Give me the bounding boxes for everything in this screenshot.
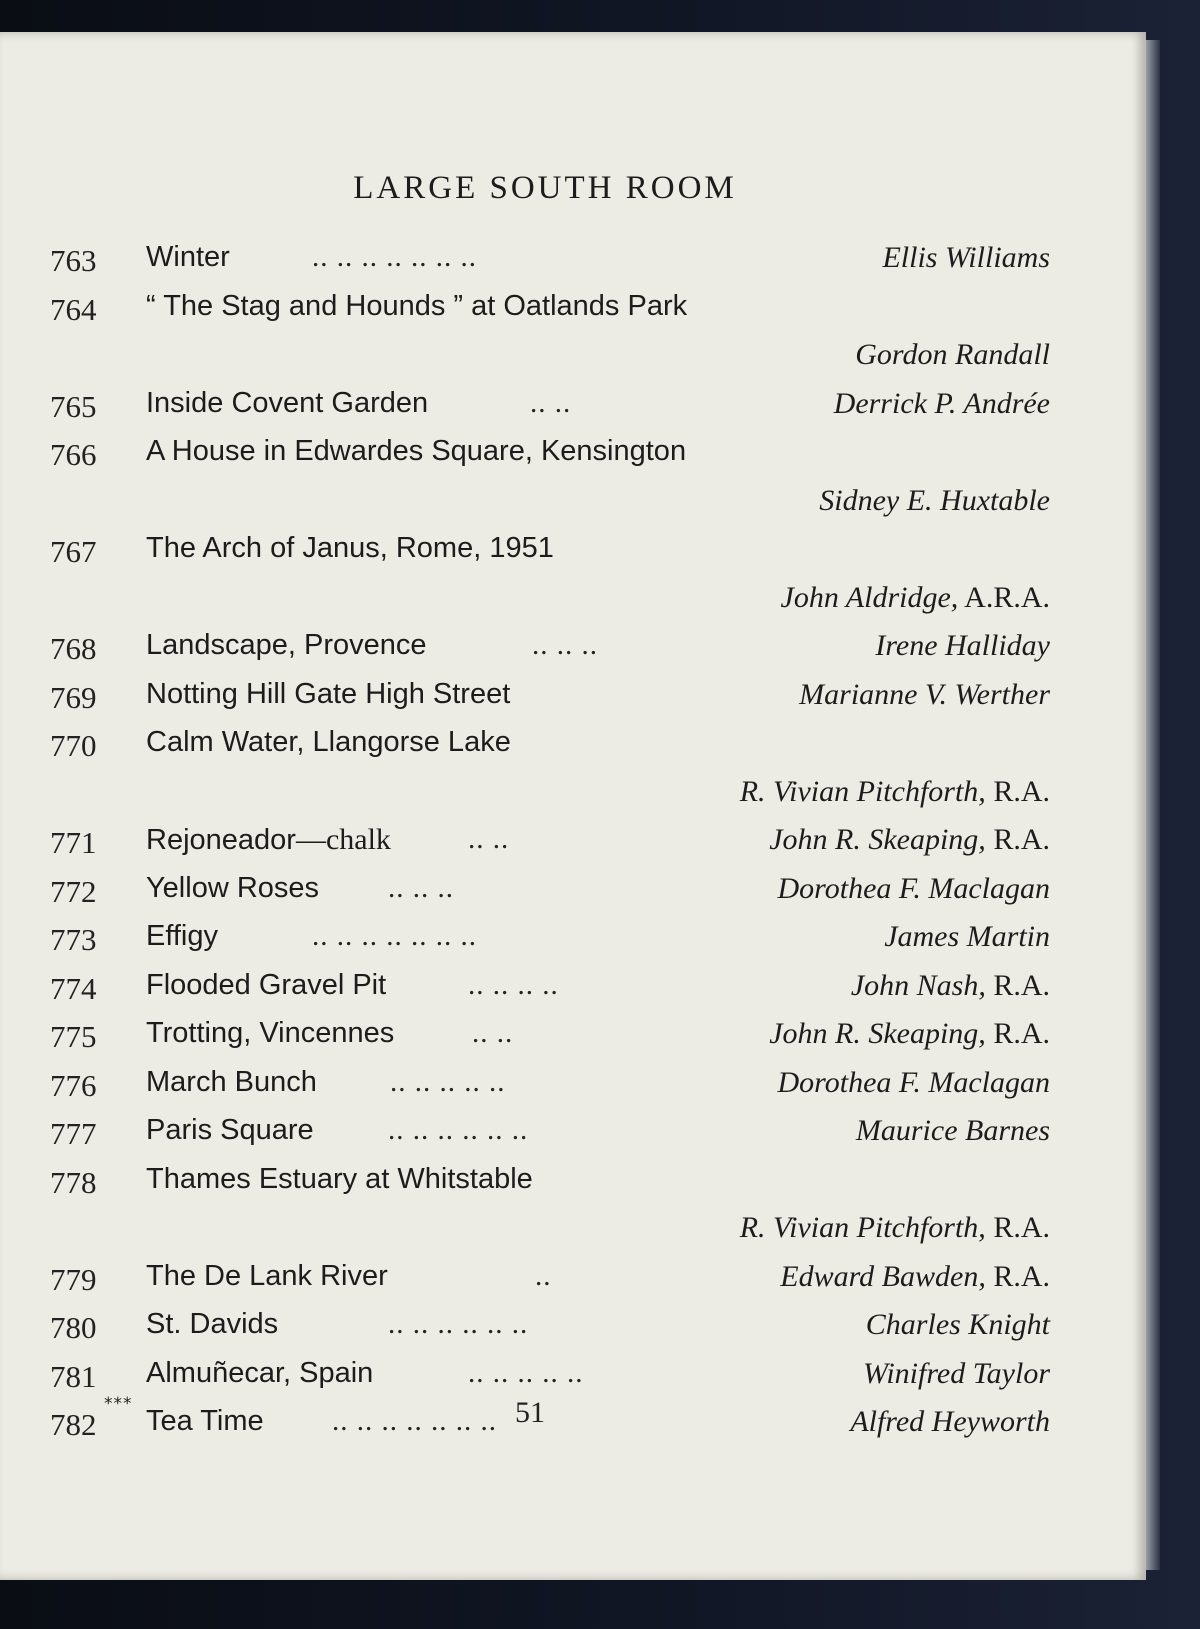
artist-name: Irene Halliday (875, 629, 1050, 662)
entry-title-text: Landscape, Provence (146, 629, 427, 661)
entry-artist (799, 678, 1050, 712)
entry-title-text: St. Davids (146, 1308, 279, 1340)
entry-number: 765 (50, 388, 97, 424)
entry-title (146, 1308, 278, 1341)
entry-title-text: Thames Estuary at Whitstable (146, 1162, 533, 1195)
entry-number: 780 (50, 1310, 97, 1345)
entry-line (50, 1110, 1050, 1159)
entry-title (146, 823, 391, 857)
catalogue-entry (50, 674, 1050, 723)
entry-title (146, 969, 386, 1002)
entry-number: 766 (50, 437, 97, 472)
artist-honours: A.R.A. (964, 580, 1050, 614)
catalogue-page (0, 32, 1146, 1580)
artist-name: John R. Skeaping, (769, 1017, 986, 1050)
entry-title-text: Tea Time (146, 1405, 264, 1437)
entry-line (50, 1401, 1050, 1450)
entry-title (146, 1357, 373, 1390)
entry-number: 768 (50, 631, 97, 666)
entry-line (50, 722, 1050, 771)
entry-line (50, 1304, 1050, 1353)
dot-leader: .. .. .. (532, 629, 598, 661)
entry-number: 774 (50, 970, 97, 1006)
entry-line (50, 868, 1050, 917)
entry-title (146, 1163, 533, 1196)
artist-name: Winifred Taylor (863, 1356, 1050, 1390)
entry-title-text: Yellow Roses (146, 871, 320, 904)
dot-leader: .. (535, 1259, 552, 1292)
artist-name: John Nash, (850, 968, 986, 1002)
catalogue-entry (50, 1159, 1050, 1256)
catalogue-entry (50, 383, 1050, 432)
entry-title-text: March Bunch (146, 1065, 317, 1098)
artist-honours: R.A. (993, 774, 1050, 808)
dot-leader: .. .. .. (388, 871, 454, 904)
page-number: 51 (515, 1396, 545, 1429)
entry-title (146, 1114, 314, 1147)
entry-line (50, 431, 1050, 480)
artist-honours: R.A. (993, 1259, 1050, 1293)
entry-number: 779 (50, 1261, 97, 1297)
entry-title (146, 920, 218, 953)
catalogue-entry (50, 528, 1050, 625)
entry-line (50, 528, 1050, 577)
entry-artist (778, 872, 1050, 906)
entry-line-continued (50, 771, 1050, 820)
entry-number: 771 (50, 825, 97, 860)
entry-title-text: Trotting, Vincennes (146, 1017, 395, 1049)
artist-name: R. Vivian Pitchforth, (739, 774, 986, 808)
entry-title-text: “ The Stag and Hounds ” at Oatlands Park (146, 289, 688, 322)
entry-artist (863, 1357, 1050, 1391)
entry-title (146, 290, 687, 323)
artist-name: Maurice Barnes (855, 1114, 1050, 1147)
entry-artist (884, 920, 1050, 954)
entry-line (50, 1013, 1050, 1062)
entry-number: 776 (50, 1067, 97, 1103)
entry-title-text: Rejoneador (146, 824, 296, 856)
artist-name: John R. Skeaping, (769, 823, 986, 856)
entry-title (146, 435, 686, 468)
entry-line-continued (50, 577, 1050, 626)
entry-title-text: Flooded Gravel Pit (146, 968, 387, 1001)
entry-title-text: The Arch of Janus, Rome, 1951 (146, 532, 554, 564)
entry-line (50, 1256, 1050, 1305)
entry-artist (740, 1211, 1050, 1245)
artist-name: John Aldridge, (780, 580, 959, 614)
artist-name: R. Vivian Pitchforth, (739, 1211, 986, 1244)
entry-line (50, 819, 1050, 868)
catalogue-entry (50, 237, 1050, 286)
entry-title-text: The De Lank River (146, 1259, 388, 1292)
entry-line (50, 625, 1050, 674)
entry-line-continued (50, 480, 1050, 529)
entry-number: 770 (50, 728, 97, 763)
catalogue-entry (50, 1401, 1050, 1450)
catalogue-entry (50, 1304, 1050, 1353)
catalogue-entry (50, 965, 1050, 1014)
entry-title-text: Almuñecar, Spain (146, 1356, 374, 1389)
artist-name: Alfred Heyworth (850, 1405, 1050, 1438)
catalogue-entry (50, 1062, 1050, 1111)
catalogue-entry (50, 625, 1050, 674)
entry-line (50, 916, 1050, 965)
entry-title (146, 678, 510, 711)
entry-artist (875, 629, 1050, 663)
entry-artist (769, 1017, 1050, 1051)
catalogue-entry (50, 916, 1050, 965)
catalogue-entry (50, 819, 1050, 868)
entry-title (146, 1066, 317, 1099)
entry-title (146, 532, 554, 565)
entry-artist (882, 241, 1050, 275)
printer-mark-stars: *** (104, 1394, 133, 1414)
entry-artist (834, 387, 1050, 421)
entry-number: 769 (50, 679, 97, 715)
artist-name: Charles Knight (865, 1308, 1050, 1341)
artist-honours: R.A. (993, 1211, 1050, 1244)
entry-artist (778, 1066, 1050, 1100)
entry-line (50, 383, 1050, 432)
entry-title-text: A House in Edwardes Square, Kensington (146, 435, 687, 467)
dot-leader: .. .. .. .. .. .. .. (312, 241, 477, 273)
entry-line (50, 1353, 1050, 1402)
entry-title-text: Notting Hill Gate High Street (146, 677, 511, 710)
artist-honours: R.A. (993, 968, 1050, 1002)
entry-line (50, 965, 1050, 1014)
room-heading: LARGE SOUTH ROOM (353, 170, 737, 206)
entry-artist (851, 969, 1050, 1003)
entry-title (146, 241, 230, 274)
artist-honours: R.A. (993, 823, 1050, 856)
entry-title (146, 387, 428, 420)
artist-name: Dorothea F. Maclagan (777, 871, 1050, 905)
entry-title (146, 726, 511, 759)
dot-leader: .. .. .. .. .. .. (388, 1308, 529, 1340)
dot-leader: .. .. (468, 823, 510, 855)
entry-number: 781 (50, 1358, 97, 1394)
dot-leader: .. .. .. .. .. .. .. (312, 920, 477, 952)
entry-title (146, 1405, 264, 1438)
entry-artist (819, 484, 1050, 518)
artist-name: James Martin (884, 920, 1050, 953)
entry-title-text: Inside Covent Garden (146, 386, 429, 419)
dot-leader: .. .. .. .. .. .. (388, 1114, 529, 1146)
entry-title (146, 629, 427, 662)
entry-artist (781, 581, 1050, 615)
entry-artist (780, 1260, 1050, 1294)
artist-name: Dorothea F. Maclagan (777, 1065, 1050, 1099)
entry-line-continued (50, 334, 1050, 383)
dot-leader: .. .. .. .. .. .. .. (332, 1405, 497, 1437)
catalogue-entry (50, 286, 1050, 383)
entry-artist (855, 338, 1050, 372)
artist-name: Marianne V. Werther (799, 677, 1050, 711)
entry-title-text: Paris Square (146, 1114, 314, 1146)
entry-line (50, 1159, 1050, 1208)
entry-number: 782 (50, 1407, 97, 1442)
catalogue-entry (50, 868, 1050, 917)
artist-name: Sidney E. Huxtable (819, 483, 1050, 517)
entry-title-text: Effigy (146, 920, 219, 952)
catalogue-entry (50, 1256, 1050, 1305)
artist-honours: R.A. (993, 1017, 1050, 1050)
dot-leader: .. .. .. .. .. (468, 1356, 584, 1389)
entry-line (50, 674, 1050, 723)
entry-artist (769, 823, 1050, 857)
entry-line (50, 1062, 1050, 1111)
entry-number: 777 (50, 1116, 97, 1151)
catalogue-entry (50, 431, 1050, 528)
dot-leader: .. .. .. .. .. (390, 1065, 506, 1098)
entry-title (146, 1017, 394, 1050)
dot-leader: .. .. (530, 386, 572, 419)
entry-artist (850, 1405, 1050, 1439)
entry-medium: —chalk (295, 823, 391, 856)
entry-number: 773 (50, 922, 97, 957)
entry-number: 764 (50, 291, 97, 327)
catalogue-entry (50, 1110, 1050, 1159)
entry-number: 775 (50, 1019, 97, 1054)
entry-artist (740, 775, 1050, 809)
entry-title-text: Calm Water, Llangorse Lake (146, 726, 511, 758)
page-edge (1146, 40, 1160, 1570)
entry-number: 778 (50, 1164, 97, 1200)
entry-number: 772 (50, 873, 97, 909)
dot-leader: .. .. .. .. (468, 968, 559, 1001)
artist-name: Gordon Randall (855, 338, 1050, 371)
entry-line-continued (50, 1207, 1050, 1256)
entry-line (50, 237, 1050, 286)
artist-name: Edward Bawden, (780, 1259, 986, 1293)
catalogue-entry (50, 1353, 1050, 1402)
entry-number: 767 (50, 534, 97, 569)
catalogue-entry (50, 722, 1050, 819)
artist-name: Ellis Williams (882, 241, 1050, 274)
entry-title (146, 1260, 388, 1293)
catalogue-entries (50, 237, 1050, 1450)
entry-title-text: Winter (146, 241, 230, 273)
dot-leader: .. .. (472, 1017, 514, 1049)
entry-number: 763 (50, 243, 97, 278)
entry-line (50, 286, 1050, 335)
artist-name: Derrick P. Andrée (833, 386, 1050, 420)
entry-artist (856, 1114, 1050, 1148)
entry-artist (866, 1308, 1050, 1342)
entry-title (146, 872, 319, 905)
catalogue-entry (50, 1013, 1050, 1062)
